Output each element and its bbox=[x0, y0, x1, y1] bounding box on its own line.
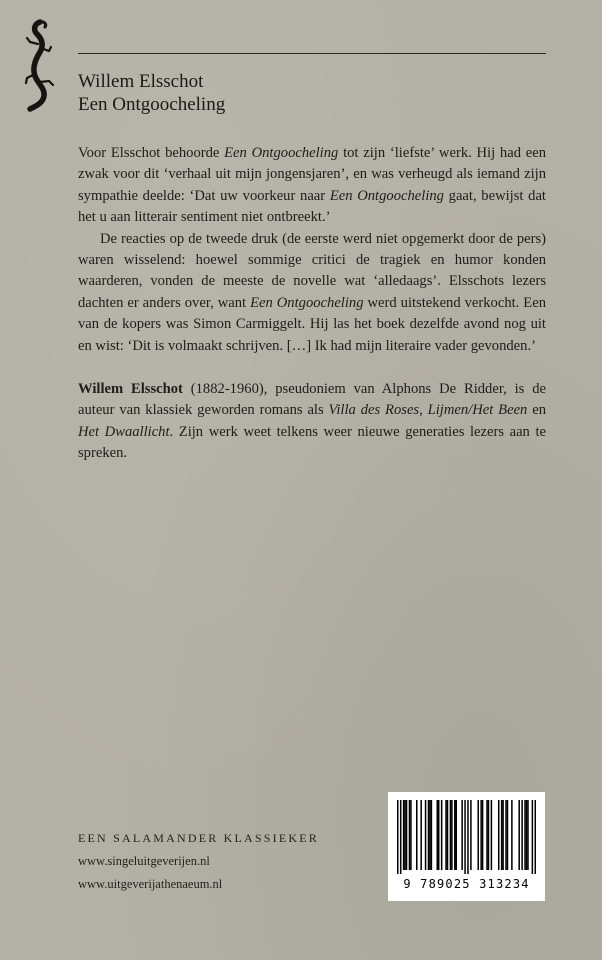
blurb-paragraph-2 bbox=[78, 229, 546, 357]
barcode-bar bbox=[429, 800, 431, 870]
barcode-bar bbox=[482, 800, 484, 870]
barcode-bar bbox=[404, 800, 406, 870]
blurb-paragraph-1-run: Een Ontgoocheling bbox=[224, 145, 339, 161]
barcode-bar bbox=[403, 800, 405, 870]
author-bio-run: . Zijn werk weet telkens weer nieuwe generaties lezers aan te spreken. bbox=[78, 423, 546, 462]
header bbox=[78, 70, 548, 116]
barcode-bar bbox=[491, 800, 493, 870]
barcode-bar bbox=[535, 800, 536, 874]
series-name: EEN SALAMANDER KLASSIEKER bbox=[78, 831, 319, 845]
publisher-url-singel: www.singeluitgeverijen.nl bbox=[78, 854, 210, 868]
barcode-bar bbox=[518, 800, 520, 870]
barcode-bar bbox=[406, 800, 408, 870]
author-bio-run: Willem Elsschot bbox=[78, 381, 183, 398]
barcode-bar bbox=[409, 800, 411, 870]
barcode-bar bbox=[425, 800, 427, 870]
author-bio bbox=[78, 379, 546, 465]
author-bio-run: (1882-1960), pseudoniem van Alphons De Ridder, is de auteur van klassiek geworden romans als bbox=[78, 381, 546, 419]
publisher-url-athenaeum: www.uitgeverijathenaeum.nl bbox=[78, 877, 223, 891]
barcode-bar bbox=[521, 800, 523, 870]
barcode-bar bbox=[532, 800, 534, 874]
barcode-bar bbox=[477, 800, 479, 870]
blurb-paragraph-2-run: werd uitstekend verkocht. Een van de kopers was Simon Carmiggelt. Hij las het boek dezelfde avond nog uit en wist: ‘Dit is volmaakt schrijven. […] Ik had mijn literaire vader gevonden.’ bbox=[78, 294, 546, 354]
header-divider bbox=[78, 53, 546, 54]
barcode-bar bbox=[480, 800, 482, 870]
barcode-bar bbox=[420, 800, 422, 870]
barcode-bar bbox=[505, 800, 507, 870]
blurb-paragraph-1-run: Voor Elsschot behoorde bbox=[78, 145, 225, 161]
barcode-bar bbox=[507, 800, 509, 870]
barcode-bar bbox=[502, 800, 504, 870]
barcode-bar bbox=[526, 800, 528, 870]
barcode-bar bbox=[470, 800, 472, 870]
barcode-bar bbox=[431, 800, 433, 870]
barcode-bar bbox=[397, 800, 399, 874]
barcode-bar bbox=[416, 800, 418, 870]
barcode-bar bbox=[445, 800, 447, 870]
author-bio-run: Het Dwaallicht bbox=[78, 423, 170, 440]
blurb-paragraph-1-run: gaat, bewijst dat het u aan litterair sentiment niet ontbreekt.’ bbox=[78, 187, 546, 226]
barcode-bar bbox=[461, 800, 463, 870]
author-bio-run: Lijmen/Het Been bbox=[427, 402, 528, 419]
barcode-bar bbox=[524, 800, 526, 870]
barcode-bar bbox=[441, 800, 443, 870]
barcode-bar bbox=[437, 800, 439, 870]
blurb-paragraph-2-run: Een Ontgoocheling bbox=[250, 294, 364, 311]
barcode-bar bbox=[527, 800, 529, 870]
author-bio-run: en bbox=[527, 402, 547, 419]
barcode-bar bbox=[467, 800, 469, 874]
barcode-bar bbox=[464, 800, 466, 874]
barcode-bar bbox=[498, 800, 500, 870]
book-title: Een Ontgoocheling bbox=[78, 94, 226, 115]
author-name: Willem Elsschot bbox=[78, 71, 204, 92]
barcode-bar bbox=[456, 800, 458, 870]
barcode-bars bbox=[397, 800, 536, 874]
blurb-paragraph-2-run: De reacties op de tweede druk (de eerste werd niet opgemerkt door de pers) waren wisselend: hoewel sommige critici de tragiek en humor konden waarderen, vonden de meeste de novelle wat ‘alledaags’. Elsschots lezers dachten er anders over, want bbox=[78, 230, 546, 311]
barcode-bar bbox=[486, 800, 488, 870]
barcode-bar bbox=[410, 800, 412, 870]
barcode-bar bbox=[428, 800, 430, 870]
barcode-bar bbox=[438, 800, 440, 870]
barcode-bar bbox=[451, 800, 453, 870]
barcode-bar bbox=[511, 800, 513, 870]
blurb bbox=[78, 143, 546, 465]
author-bio-run: Villa des Roses bbox=[328, 402, 420, 419]
barcode-bar bbox=[400, 800, 402, 874]
blurb-paragraph-1-run: Een Ontgoocheling bbox=[329, 187, 444, 204]
isbn-barcode bbox=[388, 792, 545, 901]
blurb-paragraph-1 bbox=[78, 143, 546, 229]
barcode-bar bbox=[454, 800, 456, 870]
salamander-icon bbox=[18, 18, 60, 114]
isbn-number: 9 789025 313234 bbox=[403, 877, 530, 891]
barcode-bar bbox=[488, 800, 490, 870]
blurb-paragraph-1-run: tot zijn ‘liefste’ werk. Hij had een zwak voor dit ‘verhaal uit mijn jongensjaren’, en was verheugd als iemand zijn sympathie deelde: ‘Dat uw voorkeur naar bbox=[78, 145, 546, 204]
barcode-bar bbox=[501, 800, 503, 870]
barcode-bar bbox=[447, 800, 449, 870]
author-bio-run: , bbox=[419, 402, 428, 419]
barcode-bar bbox=[450, 800, 452, 870]
